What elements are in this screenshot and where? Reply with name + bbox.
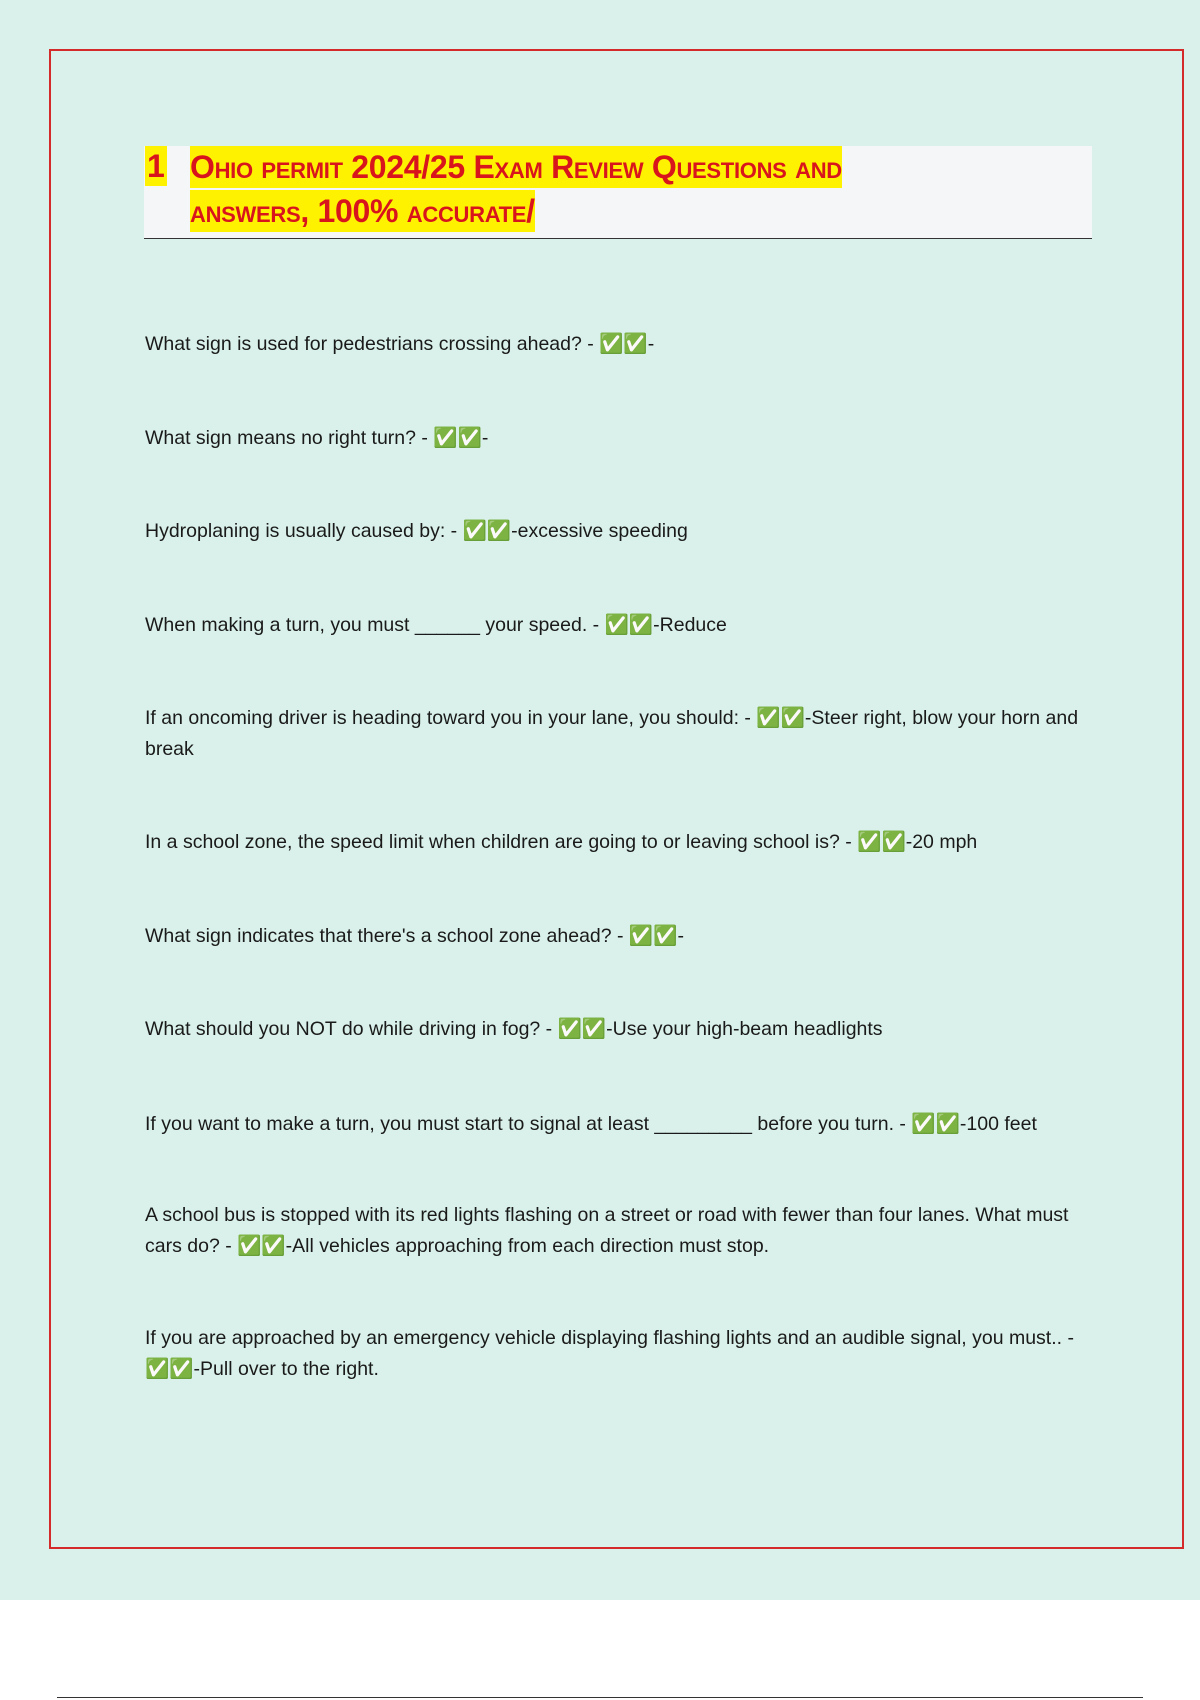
- qa-item-8: What should you NOT do while driving in fog? - ✅✅-Use your high-beam headlights: [145, 1018, 883, 1040]
- footer-rule: [57, 1697, 1143, 1698]
- title-line-2: answers, 100% accurate/: [190, 190, 535, 232]
- qa-item-2: What sign means no right turn? - ✅✅-: [145, 427, 489, 449]
- qa-item-3: Hydroplaning is usually caused by: - ✅✅-excessive speeding: [145, 520, 688, 542]
- qa-item-6: In a school zone, the speed limit when children are going to or leaving school is? - ✅✅-20 mph: [145, 831, 978, 853]
- title-line-1: Ohio permit 2024/25 Exam Review Questions and: [190, 146, 842, 188]
- title-number: 1: [147, 148, 165, 184]
- qa-item-7: What sign indicates that there's a school zone ahead? - ✅✅-: [145, 925, 684, 947]
- qa-item-11: If you are approached by an emergency vehicle displaying flashing lights and an audible signal, you must.. - ✅✅-Pull over to the right.: [145, 1327, 1074, 1380]
- qa-item-4: When making a turn, you must ______ your speed. - ✅✅-Reduce: [145, 614, 727, 636]
- qa-item-5: If an oncoming driver is heading toward you in your lane, you should: - ✅✅-Steer right, blow your horn and break: [145, 707, 1079, 760]
- qa-item-10: A school bus is stopped with its red lights flashing on a street or road with fewer than four lanes. What must cars do? - ✅✅-All vehicles approaching from each direction must stop.: [145, 1204, 1069, 1257]
- qa-item-9: If you want to make a turn, you must start to signal at least _________ before you turn. - ✅✅-100 feet: [145, 1113, 1037, 1135]
- qa-item-1: What sign is used for pedestrians crossing ahead? - ✅✅-: [145, 333, 655, 355]
